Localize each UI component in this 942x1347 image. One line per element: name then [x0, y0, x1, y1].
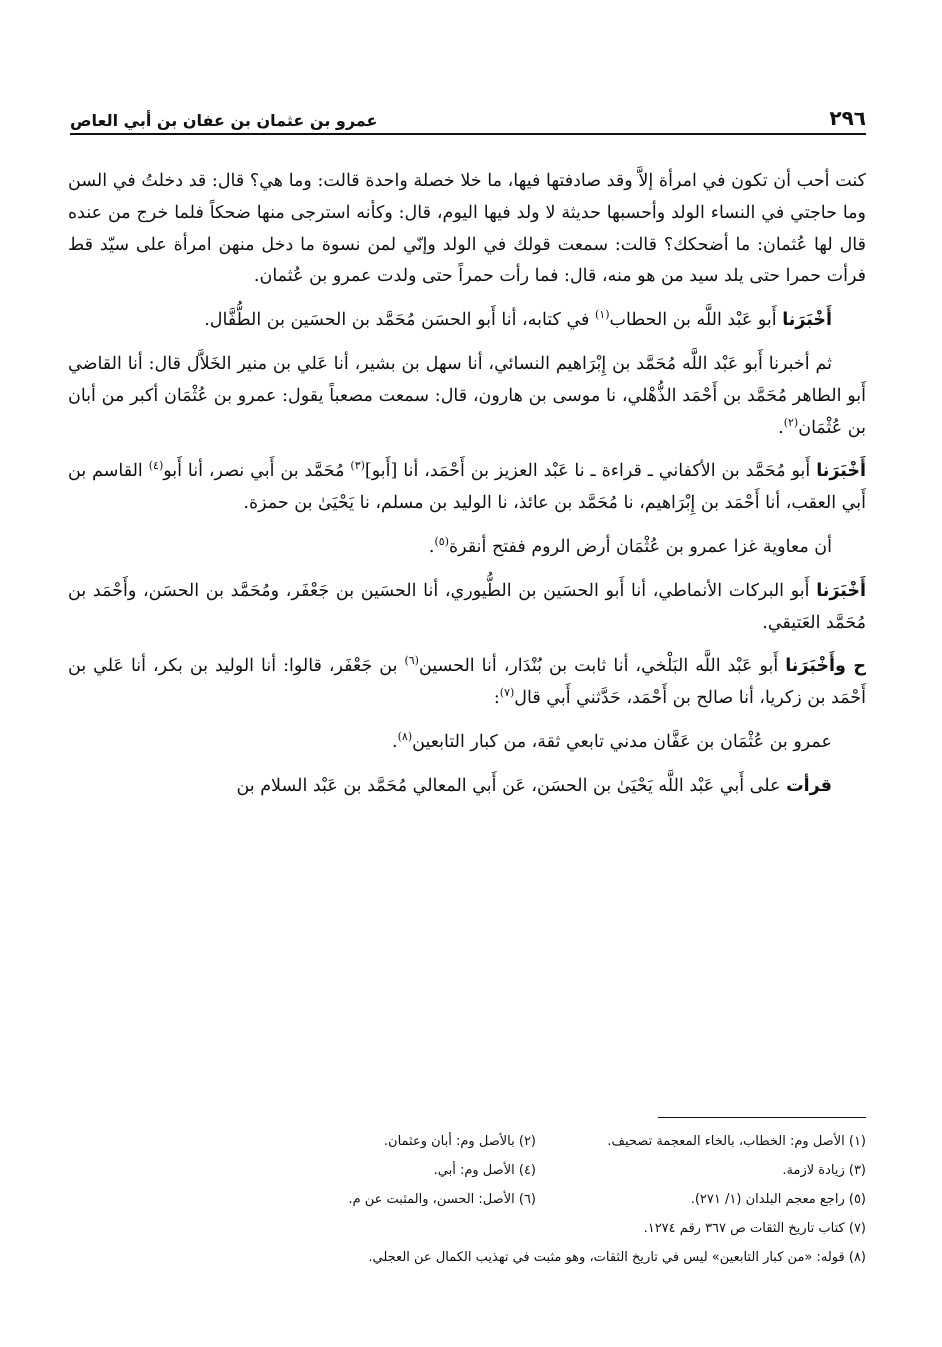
paragraph-text: أَبو عَبْد اللَّه بن الحطاب — [609, 310, 783, 331]
footnote-row — [100, 1127, 866, 1156]
paragraph-text: في كتابه، أنا أَبو الحسَن مُحَمَّد بن الحسَين بن الطُّفَّال. — [204, 310, 595, 331]
footnote-ref: (٦) — [404, 654, 419, 668]
footnote-5: (٥) راجع معجم البلدان (١/ ٢٧١). — [690, 1192, 866, 1207]
footnote-ref: (٧) — [499, 686, 515, 700]
main-text — [68, 166, 866, 803]
paragraph-text: ثم أخبرنا أَبو عَبْد اللَّه مُحَمَّد بن إِبْرَاهيم النسائي، أنا سهل بن بشير، أنا عَلي بن منير الخَلاَّل قال: أنا القاضي أَبو الطاهر مُحَمَّد بن أَحْمَد الذُّهْلي، نا موسى بن هارون، قال: سمعت مصعباً يقول: عمرو بن عُثْمَان أكبر من أبان بن عُثْمَان — [68, 353, 866, 438]
paragraph-5 — [68, 532, 866, 564]
footnote-row — [100, 1214, 866, 1243]
paragraph-lead: أَخْبَرَنا — [782, 310, 832, 331]
paragraph-6 — [68, 576, 866, 640]
footnote-ref: (٥) — [434, 535, 449, 549]
footnote-ref: (٤) — [148, 459, 164, 473]
footnote-ref: (٣) — [350, 459, 365, 473]
paragraph-text: أَبو مُحَمَّد بن الأكفاني ـ قراءة ـ نا عَبْد العزيز بن أَحْمَد، أنا [أَبو] — [364, 461, 817, 482]
footnote-row — [100, 1185, 866, 1214]
footnote-divider — [658, 1117, 866, 1118]
footnote-3: (٣) زيادة لازمة. — [782, 1163, 866, 1178]
paragraph-lead: قرأت — [786, 775, 832, 796]
paragraph-text: على أَبي عَبْد اللَّه يَحْيَىٰ بن الحسَن، عَن أَبي المعالي مُحَمَّد بن عَبْد السلام بن — [236, 775, 787, 796]
paragraph-lead: أَخْبَرَنا — [816, 580, 866, 601]
paragraph-text: . — [392, 731, 398, 752]
header-divider — [70, 133, 866, 135]
footnote-1: (١) الأصل وم: الخطاب، بالخاء المعجمة تصحيف. — [607, 1134, 866, 1149]
paragraph-text: أَبو البركات الأنماطي، أنا أَبو الحسَين بن الطُّيوري، أنا الحسَين بن جَعْفَر، ومُحَمَّد بن الحسَن، وأَحْمَد بن مُحَمَّد العَتيقي. — [68, 580, 866, 633]
running-title: عمرو بن عثمان بن عفان بن أبي العاص — [70, 111, 378, 130]
footnote-6: (٦) الأصل: الحسن، والمثبت عن م. — [348, 1192, 536, 1207]
paragraph-2 — [68, 305, 866, 337]
paragraph-7 — [68, 651, 866, 715]
paragraph-9 — [68, 771, 866, 803]
page-header — [70, 98, 866, 130]
footnote-ref: (٢) — [783, 415, 799, 429]
paragraph-text: : — [493, 688, 500, 709]
paragraph-text: أن معاوية غزا عمرو بن عُثْمَان أرض الروم ففتح أنقرة — [449, 536, 832, 557]
paragraph-3 — [68, 349, 866, 444]
footnote-8: (٨) قوله: «من كبار التابعين» ليس في تاريخ الثقات، وهو مثبت في تهذيب الكمال عن العجلي. — [368, 1250, 866, 1265]
paragraph-8 — [68, 727, 866, 759]
paragraph-text: أَبو عَبْد اللَّه البَلْخي، أنا ثابت بن بُنْدَار، أنا الحسين — [418, 656, 786, 677]
paragraph-text: القاسم بن أَبي العقب، أنا أَحْمَد بن إِبْرَاهيم، نا مُحَمَّد بن عائذ، نا الوليد بن مسلم، نا يَحْيَىٰ بن حمزة. — [68, 461, 866, 514]
paragraph-4 — [68, 456, 866, 520]
paragraph-lead: أَخْبَرَنا — [816, 461, 866, 482]
footnotes — [100, 1127, 866, 1272]
paragraph-text: . — [428, 536, 435, 557]
footnote-ref: (١) — [594, 308, 610, 322]
footnote-ref: (٨) — [397, 730, 413, 744]
paragraph-text: بن جَعْفَر، قالوا: أنا الوليد بن بكر، أنا عَلي بن أَحْمَد بن زكريا، أنا صالح بن أَحْمَد، حَدَّثني أَبي قال — [68, 656, 866, 709]
paragraph-1: كنت أحب أن تكون في امرأة إلاَّ وقد صادفتها فيها، ما خلا خصلة واحدة قالت: وما هي؟ قال: قد دخلتُ في السن وما حاجتي في النساء الولد وأحسبها حديثة لا ولد فيها اليوم، قال: وكأنه استرجى منها ضحكاً فلما خرج من عنده قال لها عُثمان: ما أضحكك؟ قالت: سمعت قولك في الولد وإنّي لمن نسوة ما دخل منهن امرأة على سيّد قط فرأت حمرا حتى يلد سيد من هو منه، قال: فما رأت حمراً حتى ولدت عمرو بن عُثمان. — [68, 171, 866, 287]
footnote-4: (٤) الأصل وم: أبي. — [433, 1163, 536, 1178]
paragraph-text: عمرو بن عُثْمَان بن عَفَّان مدني تابعي ثقة، من كبار التابعين — [412, 731, 832, 752]
paragraph-text: مُحَمَّد بن أَبي نصر، أنا أَبو — [163, 461, 351, 482]
footnote-7: (٧) كتاب تاريخ الثقات ص ٣٦٧ رقم ١٢٧٤. — [643, 1221, 866, 1236]
paragraph-text: . — [778, 417, 784, 438]
footnote-row — [100, 1243, 866, 1272]
footnote-2: (٢) بالأصل وم: أبان وعثمان. — [383, 1134, 536, 1149]
paragraph-lead: ح وأَخْبَرَنا — [785, 656, 866, 677]
footnote-row — [100, 1156, 866, 1185]
page-number: ٢٩٦ — [829, 106, 866, 130]
